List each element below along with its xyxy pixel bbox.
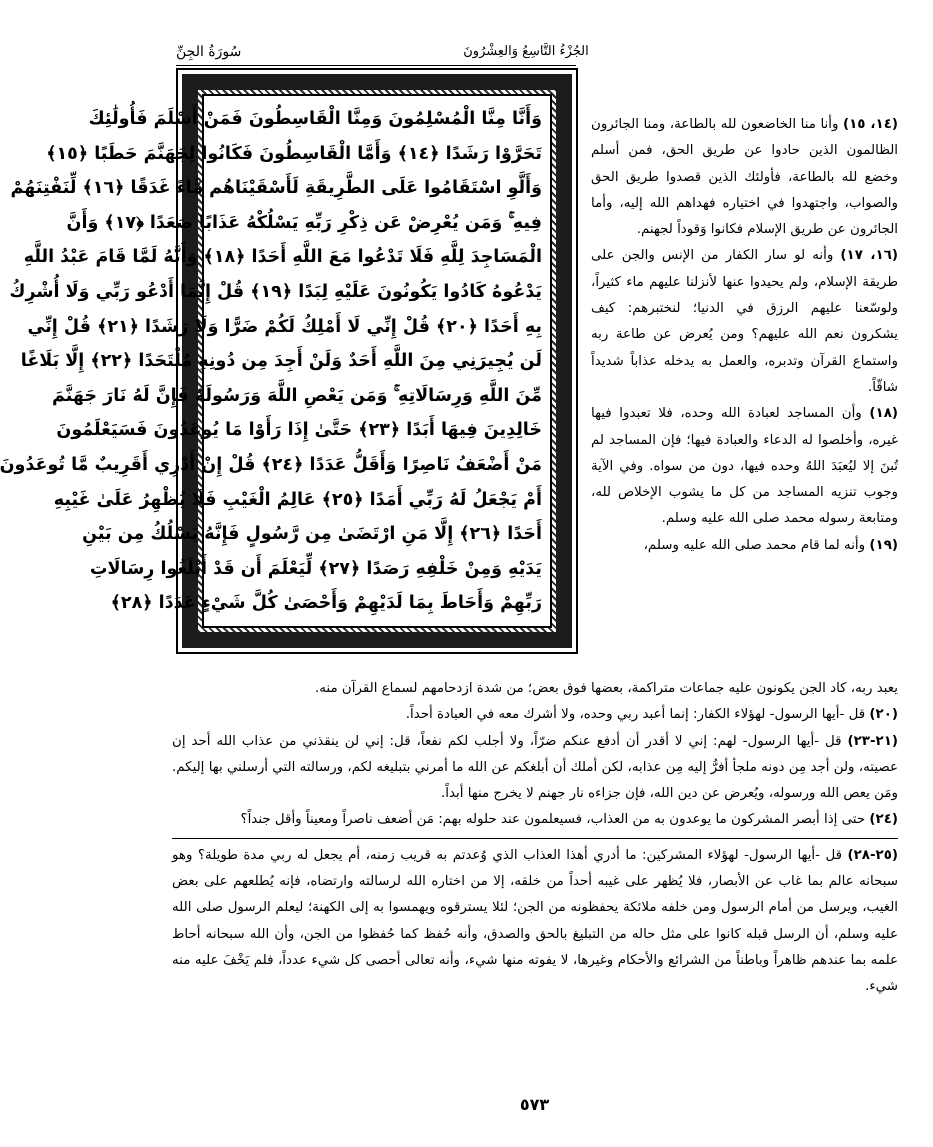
commentary-text: وأنه لما قام محمد صلى الله عليه وسلم، bbox=[643, 537, 866, 553]
verse-ref: (٢٤) bbox=[869, 812, 898, 828]
quran-line: خَالِدِينَ فِيهَا أَبَدًا ﴿٢٣﴾ حَتَّىٰ إِذَا رَأَوْا مَا يُوعَدُونَ فَسَيَعْلَمُونَ bbox=[56, 420, 542, 441]
section-divider bbox=[172, 838, 898, 839]
quran-line: يَدَيْهِ وَمِنْ خَلْفِهِ رَصَدًا ﴿٢٧﴾ لِّيَعْلَمَ أَن قَدْ أَبْلَغُوا رِسَالَاتِ bbox=[89, 558, 542, 579]
commentary-text: وأنه لو سار الكفار من الإنس والجن على طريقة الإسلام، ولم يحيدوا عنها لأنزلنا عليهم ماء كثيراً، ولوسّعنا عليهم الرزق في الدنيا؛ لنختبرهم: كيف يشكرون نعم الله عليهم؟ ومن يُعرض عن طاعة ربه واستماع القرآن وتدبره، والعمل به يدخله عذاباً شديداً شاقّاً. bbox=[591, 248, 898, 395]
commentary-paragraph bbox=[591, 401, 898, 532]
quran-text-frame bbox=[0, 68, 578, 654]
verse-ref: (١٦، ١٧) bbox=[840, 248, 898, 264]
juz-title-header: الجُزْءُ التَّاسِعُ وَالعِشْرُونَ bbox=[463, 44, 589, 59]
commentary-paragraph bbox=[172, 843, 898, 1001]
verse-ref: (٢١-٢٣) bbox=[847, 733, 898, 749]
commentary-text: وأنا منا الخاضعون لله بالطاعة، ومنا الجائرون الظالمون الذين حادوا عن طريق الحق، فمن أسلم وخضع لله بالطاعة، فأولئك الذين قصدوا طريق الحق والصواب، واجتهدوا في اختياره فهداهم الله إليه، وأما الجائرون عن طريق الإسلام فكانوا وَقوداً لجهنم. bbox=[591, 117, 898, 238]
quran-line: مَنْ أَضْعَفُ نَاصِرًا وَأَقَلُّ عَدَدًا ﴿٢٤﴾ قُلْ إِنْ أَدْرِي أَقَرِيبٌ مَّا تُوعَدُونَ bbox=[0, 454, 542, 475]
commentary-paragraph bbox=[591, 112, 898, 243]
quran-line: أَحَدًا ﴿٢٦﴾ إِلَّا مَنِ ارْتَضَىٰ مِن رَّسُولٍ فَإِنَّهُ يَسْلُكُ مِن بَيْنِ bbox=[82, 524, 542, 545]
commentary-text: يعبد ربه، كاد الجن يكونون عليه جماعات متراكمة، بعضها فوق بعض؛ من شدة ازدحامهم لسماع القرآن منه. bbox=[315, 681, 898, 696]
quran-line: وَأَلَّوِ اسْتَقَامُوا عَلَى الطَّرِيقَةِ لَأَسْقَيْنَاهُم مَّاءً غَدَقًا ﴿١٦﴾ لِّنَفْتِنَهُمْ bbox=[10, 178, 542, 199]
quran-line: تَحَرَّوْا رَشَدًا ﴿١٤﴾ وَأَمَّا الْقَاسِطُونَ فَكَانُوا لِجَهَنَّمَ حَطَبًا ﴿١٥﴾ bbox=[46, 143, 542, 164]
commentary-text: قل -أيها الرسول- لهم: إني لا أقدر أن أدفع عنكم ضرّاً، ولا أجلب لكم نفعاً، قل: إني لن ينقذني من عذاب الله أحد إن عصيته، ولن أجد مِن دونه ملجأ أفرُّ إليه مِن عذابه، لكن أملك أن أبلغكم عن الله ما أمرني بتبليغه لكم، ورسالته التي أرسلني بها إليكم. ومَن يعص الله ورسوله، ويُعرض عن دين الله، فإن جزاءه نار جهنم لا يخرج منها أبداً. bbox=[172, 733, 898, 802]
commentary-text: وأن المساجد لعبادة الله وحده، فلا تعبدوا فيها غيره، وأخلصوا له الدعاء والعبادة فيها؛ فإن المساجد لم تُبنَ إلا ليُعبَدَ اللهُ وحده فيها، دون من سواه. وفي الآية وجوب تنزيه المساجد من كل ما يشوب الإخلاص لله، ومتابعة رسوله محمد صلى الله عليه وسلم. bbox=[591, 406, 898, 527]
verse-ref: (٢٥-٢٨) bbox=[847, 847, 899, 863]
quran-line: الْمَسَاجِدَ لِلَّهِ فَلَا تَدْعُوا مَعَ اللَّهِ أَحَدًا ﴿١٨﴾ وَأَنَّهُ لَمَّا قَامَ عَبْدُ اللَّهِ bbox=[23, 247, 542, 268]
surah-name-header: سُورَةُ الجِنِّ bbox=[176, 44, 242, 60]
commentary-paragraph bbox=[591, 533, 898, 559]
commentary-text: قل -أيها الرسول- لهؤلاء الكفار: إنما أعبد ربي وحده، ولا أشرك معه في العبادة أحداً. bbox=[405, 707, 866, 723]
commentary-text: قل -أيها الرسول- لهؤلاء المشركين: ما أدري أهذا العذاب الذي وُعدتم به قريب زمنه، أم يجعل له ربي مدة طويلة؟ وهو سبحانه عالم بما غاب عن الأبصار، فلا يُظهر على غيبه أحداً من خلقه، إلا من اختاره الله لرسالته وارتضاه، فإنه يُطلعهم على بعض الغيب، ويرسل من أمام الرسول ومن خلفه ملائكة يحفظونه من الجن؛ لئلا يسترقوه ويهمسوا به إلى الكهنة؛ ليعلم الرسول صلى الله عليه وسلم، أن الرسل قبله كانوا على مثل حاله من التبليغ بالحق والصدق، وأنه حُفظ كما حُفظوا من الجن، وأن الله سبحانه أحاط علمه بما عندهم ظاهراً وباطناً من الشرائع والأحكام وغيرها، لا يفوته منها شيء، وأنه تعالى أحصى كل شيء عدداً، فلم يَخْفَ عليه منه شيء. bbox=[172, 847, 898, 995]
commentary-paragraph bbox=[591, 243, 898, 401]
verse-ref: (١٨) bbox=[869, 406, 898, 422]
commentary-paragraph bbox=[172, 676, 898, 702]
commentary-paragraph bbox=[172, 729, 898, 808]
quran-line: رَبِّهِمْ وَأَحَاطَ بِمَا لَدَيْهِمْ وَأَحْصَىٰ كُلَّ شَيْءٍ عَدَدًا ﴿٢٨﴾ bbox=[110, 593, 542, 614]
verse-ref: (١٩) bbox=[869, 537, 898, 553]
header-divider bbox=[176, 65, 576, 66]
commentary-paragraph bbox=[172, 702, 898, 728]
quran-line: فِيهِ ۚ وَمَن يُعْرِضْ عَن ذِكْرِ رَبِّهِ يَسْلُكْهُ عَذَابًا صَعَدًا ﴿١٧﴾ وَأَنَّ bbox=[66, 212, 542, 233]
quran-line: يَدْعُوهُ كَادُوا يَكُونُونَ عَلَيْهِ لِبَدًا ﴿١٩﴾ قُلْ إِنَّمَا أَدْعُو رَبِّي وَلَا أُشْرِكُ bbox=[9, 281, 542, 302]
quran-line: مِّنَ اللَّهِ وَرِسَالَاتِهِ ۚ وَمَن يَعْصِ اللَّهَ وَرَسُولَهُ فَإِنَّ لَهُ نَارَ جَهَنَّمَ bbox=[52, 385, 542, 406]
quran-line: أَمْ يَجْعَلُ لَهُ رَبِّي أَمَدًا ﴿٢٥﴾ عَالِمُ الْغَيْبِ فَلَا يُظْهِرُ عَلَىٰ غَيْبِهِ bbox=[53, 489, 542, 510]
quran-line: لَن يُجِيرَنِي مِنَ اللَّهِ أَحَدٌ وَلَنْ أَجِدَ مِن دُونِهِ مُلْتَحَدًا ﴿٢٢﴾ إِلَّا بَلَاغًا bbox=[20, 351, 542, 372]
page-number: ٥٧٣ bbox=[519, 1095, 550, 1114]
verse-ref: (٢٠) bbox=[869, 707, 898, 723]
commentary-text: حتى إذا أبصر المشركون ما يوعدون به من العذاب، فسيعلمون عند حلوله بهم: مَن أضعف ناصراً ومعيناً وأقل جنداً؟ bbox=[240, 812, 866, 828]
commentary-paragraph bbox=[172, 807, 898, 833]
side-commentary bbox=[591, 112, 898, 559]
verse-ref: (١٤، ١٥) bbox=[843, 117, 898, 132]
quran-line: وَأَنَّا مِنَّا الْمُسْلِمُونَ وَمِنَّا الْقَاسِطُونَ فَمَنْ أَسْلَمَ فَأُولَٰئِكَ bbox=[88, 109, 542, 129]
full-commentary bbox=[172, 676, 898, 1001]
quran-line: بِهِ أَحَدًا ﴿٢٠﴾ قُلْ إِنِّي لَا أَمْلِكُ لَكُمْ ضَرًّا وَلَا رَشَدًا ﴿٢١﴾ قُلْ إِنِّي bbox=[27, 316, 542, 337]
quran-text-block bbox=[0, 94, 552, 628]
